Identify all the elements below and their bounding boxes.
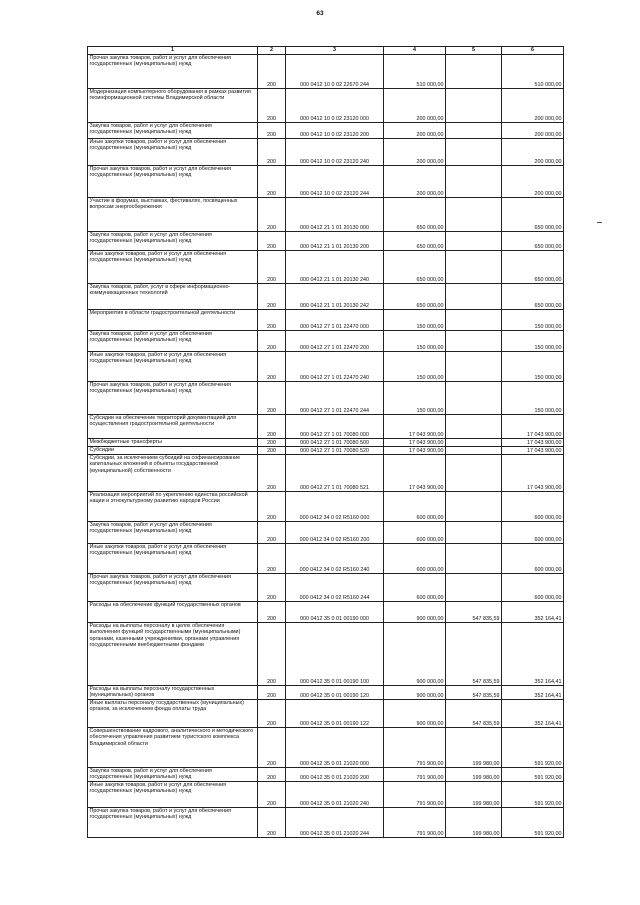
row-remaining-amount: 352 164,41 bbox=[502, 686, 564, 700]
table-row bbox=[88, 251, 564, 284]
row-plan-amount: 17 043 900,00 bbox=[384, 439, 446, 447]
row-executed-amount bbox=[446, 123, 502, 139]
row-grbs-code: 200 bbox=[258, 198, 286, 232]
row-plan-amount: 600 000,00 bbox=[384, 544, 446, 574]
table-row bbox=[88, 198, 564, 232]
table-row bbox=[88, 522, 564, 544]
row-grbs-code: 200 bbox=[258, 352, 286, 382]
row-grbs-code: 200 bbox=[258, 492, 286, 522]
row-executed-amount bbox=[446, 522, 502, 544]
table-row bbox=[88, 686, 564, 700]
row-remaining-amount: 591 920,00 bbox=[502, 808, 564, 838]
row-plan-amount: 600 000,00 bbox=[384, 492, 446, 522]
row-grbs-code: 200 bbox=[258, 602, 286, 623]
row-remaining-amount: 200 000,00 bbox=[502, 139, 564, 166]
row-name: Участие в форумах, выставках, фестивалях, посвященных вопросам энергосбережения bbox=[88, 198, 258, 232]
row-remaining-amount: 17 043 900,00 bbox=[502, 415, 564, 439]
row-grbs-code: 200 bbox=[258, 455, 286, 492]
row-name: Иные закупки товаров, работ и услуг для обеспечения государственных (муниципальных) нужд bbox=[88, 352, 258, 382]
row-grbs-code: 200 bbox=[258, 574, 286, 602]
row-grbs-code: 200 bbox=[258, 139, 286, 166]
row-executed-amount: 199 980,00 bbox=[446, 728, 502, 768]
row-plan-amount: 150 000,00 bbox=[384, 310, 446, 331]
row-grbs-code: 200 bbox=[258, 89, 286, 123]
row-remaining-amount: 17 043 900,00 bbox=[502, 455, 564, 492]
row-grbs-code: 200 bbox=[258, 284, 286, 310]
row-name: Межбюджетные трансферты bbox=[88, 439, 258, 447]
row-remaining-amount: 510 000,00 bbox=[502, 55, 564, 89]
row-name: Закупка товаров, работ и услуг для обеспечения государственных (муниципальных) нужд bbox=[88, 123, 258, 139]
row-name: Расходы на обеспечение функций государственных органов bbox=[88, 602, 258, 623]
row-grbs-code: 200 bbox=[258, 55, 286, 89]
column-number: 5 bbox=[446, 47, 502, 55]
row-name: Субсидии на обеспечение территорий документацией для осуществления градостроительной деятельности bbox=[88, 415, 258, 439]
row-name: Реализация мероприятий по укреплению единства российской нации и этнокультурному развитию народов России bbox=[88, 492, 258, 522]
row-remaining-amount: 352 164,41 bbox=[502, 623, 564, 686]
row-executed-amount bbox=[446, 352, 502, 382]
table-row bbox=[88, 574, 564, 602]
row-grbs-code: 200 bbox=[258, 808, 286, 838]
column-number: 1 bbox=[88, 47, 258, 55]
row-budget-code: 000 0412 27 1 01 22470 200 bbox=[286, 331, 384, 352]
row-plan-amount: 150 000,00 bbox=[384, 331, 446, 352]
row-grbs-code: 200 bbox=[258, 768, 286, 782]
row-remaining-amount: 591 920,00 bbox=[502, 768, 564, 782]
row-plan-amount: 791 900,00 bbox=[384, 728, 446, 768]
row-executed-amount: 547 835,59 bbox=[446, 623, 502, 686]
table-row bbox=[88, 728, 564, 768]
table-row bbox=[88, 331, 564, 352]
table-row bbox=[88, 455, 564, 492]
row-name: Иные закупки товаров, работ и услуг для обеспечения государственных (муниципальных) нужд bbox=[88, 544, 258, 574]
table-row bbox=[88, 352, 564, 382]
row-remaining-amount: 150 000,00 bbox=[502, 352, 564, 382]
row-grbs-code: 200 bbox=[258, 700, 286, 728]
table-row bbox=[88, 139, 564, 166]
row-budget-code: 000 0412 21 1 01 20130 000 bbox=[286, 198, 384, 232]
row-remaining-amount: 650 000,00 bbox=[502, 284, 564, 310]
row-plan-amount: 200 000,00 bbox=[384, 89, 446, 123]
row-remaining-amount: 352 164,41 bbox=[502, 700, 564, 728]
row-name: Совершенствование кадрового, аналитического и методического обеспечения управления развитием туристского комплекса Владимирской области bbox=[88, 728, 258, 768]
row-name: Закупка товаров, работ, услуг в сфере информационно-коммуникационных технологий bbox=[88, 284, 258, 310]
row-plan-amount: 650 000,00 bbox=[384, 232, 446, 251]
row-budget-code: 000 0412 27 1 01 22470 240 bbox=[286, 352, 384, 382]
table-row bbox=[88, 55, 564, 89]
row-name: Закупка товаров, работ и услуг для обеспечения государственных (муниципальных) нужд bbox=[88, 331, 258, 352]
row-remaining-amount: 17 043 900,00 bbox=[502, 447, 564, 455]
row-budget-code: 000 0412 35 0 01 00190 000 bbox=[286, 602, 384, 623]
column-number: 4 bbox=[384, 47, 446, 55]
row-remaining-amount: 650 000,00 bbox=[502, 232, 564, 251]
row-name: Прочая закупка товаров, работ и услуг для обеспечения государственных (муниципальных) нужд bbox=[88, 166, 258, 198]
row-executed-amount bbox=[446, 284, 502, 310]
row-executed-amount bbox=[446, 166, 502, 198]
row-plan-amount: 791 900,00 bbox=[384, 782, 446, 808]
row-budget-code: 000 0412 34 0 02 R5160 240 bbox=[286, 544, 384, 574]
row-budget-code: 000 0412 34 0 02 R5160 200 bbox=[286, 522, 384, 544]
row-name: Расходы на выплаты персоналу в целях обеспечения выполнения функций государственными (муниципальными) органами, казенными учреждениями, органами управления государственными внебюджетными фондами bbox=[88, 623, 258, 686]
table-row bbox=[88, 768, 564, 782]
scan-mark bbox=[597, 222, 602, 223]
row-name: Субсидии bbox=[88, 447, 258, 455]
row-plan-amount: 200 000,00 bbox=[384, 166, 446, 198]
row-remaining-amount: 600 000,00 bbox=[502, 522, 564, 544]
row-remaining-amount: 650 000,00 bbox=[502, 198, 564, 232]
row-name: Расходы на выплаты персоналу государственных (муниципальных) органов bbox=[88, 686, 258, 700]
row-budget-code: 000 0412 35 0 01 21020 000 bbox=[286, 728, 384, 768]
row-grbs-code: 200 bbox=[258, 686, 286, 700]
row-plan-amount: 900 000,00 bbox=[384, 700, 446, 728]
row-executed-amount: 547 835,59 bbox=[446, 686, 502, 700]
row-grbs-code: 200 bbox=[258, 123, 286, 139]
row-grbs-code: 200 bbox=[258, 439, 286, 447]
row-budget-code: 000 0412 35 0 01 00190 100 bbox=[286, 623, 384, 686]
table-row bbox=[88, 166, 564, 198]
table-row bbox=[88, 382, 564, 415]
row-budget-code: 000 0412 10 0 02 22670 244 bbox=[286, 55, 384, 89]
row-remaining-amount: 200 000,00 bbox=[502, 123, 564, 139]
row-budget-code: 000 0412 34 0 02 R5160 000 bbox=[286, 492, 384, 522]
row-name: Прочая закупка товаров, работ и услуг для обеспечения государственных (муниципальных) нужд bbox=[88, 382, 258, 415]
row-budget-code: 000 0412 21 1 01 20130 240 bbox=[286, 251, 384, 284]
row-name: Иные выплаты персоналу государственных (муниципальных) органов, за исключением фонда оплаты труда bbox=[88, 700, 258, 728]
table-row bbox=[88, 415, 564, 439]
row-grbs-code: 200 bbox=[258, 728, 286, 768]
row-executed-amount bbox=[446, 544, 502, 574]
row-grbs-code: 200 bbox=[258, 623, 286, 686]
row-grbs-code: 200 bbox=[258, 544, 286, 574]
table-row bbox=[88, 439, 564, 447]
row-plan-amount: 510 000,00 bbox=[384, 55, 446, 89]
row-executed-amount bbox=[446, 415, 502, 439]
row-executed-amount bbox=[446, 198, 502, 232]
row-executed-amount bbox=[446, 55, 502, 89]
row-remaining-amount: 600 000,00 bbox=[502, 544, 564, 574]
row-executed-amount bbox=[446, 89, 502, 123]
row-grbs-code: 200 bbox=[258, 331, 286, 352]
row-name: Иные закупки товаров, работ и услуг для обеспечения государственных (муниципальных) нужд bbox=[88, 782, 258, 808]
page-number: 63 bbox=[316, 10, 324, 17]
row-name: Прочая закупка товаров, работ и услуг для обеспечения государственных (муниципальных) нужд bbox=[88, 55, 258, 89]
row-executed-amount bbox=[446, 310, 502, 331]
row-executed-amount bbox=[446, 439, 502, 447]
table-row bbox=[88, 602, 564, 623]
row-executed-amount bbox=[446, 139, 502, 166]
row-plan-amount: 600 000,00 bbox=[384, 522, 446, 544]
row-remaining-amount: 352 164,41 bbox=[502, 602, 564, 623]
row-remaining-amount: 600 000,00 bbox=[502, 574, 564, 602]
row-budget-code: 000 0412 10 0 02 23120 244 bbox=[286, 166, 384, 198]
row-budget-code: 000 0412 27 1 01 22470 244 bbox=[286, 382, 384, 415]
row-budget-code: 000 0412 21 1 01 20130 242 bbox=[286, 284, 384, 310]
row-remaining-amount: 150 000,00 bbox=[502, 310, 564, 331]
row-name: Прочая закупка товаров, работ и услуг для обеспечения государственных (муниципальных) нужд bbox=[88, 574, 258, 602]
row-budget-code: 000 0412 27 1 01 70080 520 bbox=[286, 447, 384, 455]
row-executed-amount bbox=[446, 447, 502, 455]
row-plan-amount: 900 000,00 bbox=[384, 602, 446, 623]
row-remaining-amount: 591 920,00 bbox=[502, 728, 564, 768]
row-budget-code: 000 0412 27 1 01 70080 521 bbox=[286, 455, 384, 492]
row-executed-amount bbox=[446, 455, 502, 492]
row-executed-amount: 547 835,59 bbox=[446, 602, 502, 623]
row-name: Модернизация компьютерного оборудования в рамках развития геоинформационной системы Владимирской области bbox=[88, 89, 258, 123]
column-number-row bbox=[88, 47, 564, 55]
row-name: Субсидии, за исключением субсидий на софинансирование капитальных вложений в объекты государственной (муниципальной) собственности bbox=[88, 455, 258, 492]
row-executed-amount bbox=[446, 382, 502, 415]
row-name: Мероприятия в области градостроительной деятельности bbox=[88, 310, 258, 331]
row-budget-code: 000 0412 35 0 01 00190 122 bbox=[286, 700, 384, 728]
row-plan-amount: 17 043 900,00 bbox=[384, 455, 446, 492]
row-executed-amount bbox=[446, 331, 502, 352]
row-executed-amount: 199 980,00 bbox=[446, 782, 502, 808]
row-remaining-amount: 650 000,00 bbox=[502, 251, 564, 284]
row-executed-amount bbox=[446, 232, 502, 251]
row-plan-amount: 150 000,00 bbox=[384, 382, 446, 415]
row-plan-amount: 650 000,00 bbox=[384, 198, 446, 232]
table-row bbox=[88, 544, 564, 574]
row-budget-code: 000 0412 35 0 01 21020 240 bbox=[286, 782, 384, 808]
table-row bbox=[88, 447, 564, 455]
row-name: Закупка товаров, работ и услуг для обеспечения государственных (муниципальных) нужд bbox=[88, 522, 258, 544]
row-executed-amount bbox=[446, 251, 502, 284]
row-plan-amount: 200 000,00 bbox=[384, 123, 446, 139]
row-grbs-code: 200 bbox=[258, 232, 286, 251]
row-name: Иные закупки товаров, работ и услуг для обеспечения государственных (муниципальных) нужд bbox=[88, 251, 258, 284]
row-plan-amount: 600 000,00 bbox=[384, 574, 446, 602]
row-grbs-code: 200 bbox=[258, 166, 286, 198]
row-budget-code: 000 0412 27 1 01 22470 000 bbox=[286, 310, 384, 331]
row-plan-amount: 791 900,00 bbox=[384, 768, 446, 782]
row-grbs-code: 200 bbox=[258, 522, 286, 544]
row-budget-code: 000 0412 35 0 01 00190 120 bbox=[286, 686, 384, 700]
table-row bbox=[88, 492, 564, 522]
row-plan-amount: 200 000,00 bbox=[384, 139, 446, 166]
table-row bbox=[88, 89, 564, 123]
row-budget-code: 000 0412 27 1 01 70080 500 bbox=[286, 439, 384, 447]
row-grbs-code: 200 bbox=[258, 782, 286, 808]
row-executed-amount bbox=[446, 574, 502, 602]
row-plan-amount: 900 000,00 bbox=[384, 686, 446, 700]
table-row bbox=[88, 808, 564, 838]
table-row bbox=[88, 232, 564, 251]
row-budget-code: 000 0412 27 1 01 70080 000 bbox=[286, 415, 384, 439]
row-grbs-code: 200 bbox=[258, 447, 286, 455]
row-plan-amount: 150 000,00 bbox=[384, 352, 446, 382]
row-plan-amount: 900 000,00 bbox=[384, 623, 446, 686]
row-executed-amount: 547 835,59 bbox=[446, 700, 502, 728]
table-row bbox=[88, 700, 564, 728]
row-budget-code: 000 0412 34 0 02 R5160 244 bbox=[286, 574, 384, 602]
table-row bbox=[88, 782, 564, 808]
row-budget-code: 000 0412 35 0 01 21020 200 bbox=[286, 768, 384, 782]
row-budget-code: 000 0412 21 1 01 20130 200 bbox=[286, 232, 384, 251]
row-budget-code: 000 0412 35 0 01 21020 244 bbox=[286, 808, 384, 838]
row-budget-code: 000 0412 10 0 02 23120 000 bbox=[286, 89, 384, 123]
row-plan-amount: 791 900,00 bbox=[384, 808, 446, 838]
row-name: Закупка товаров, работ и услуг для обеспечения государственных (муниципальных) нужд bbox=[88, 232, 258, 251]
row-remaining-amount: 200 000,00 bbox=[502, 89, 564, 123]
table-body bbox=[88, 55, 564, 838]
row-name: Иные закупки товаров, работ и услуг для обеспечения государственных (муниципальных) нужд bbox=[88, 139, 258, 166]
column-number: 2 bbox=[258, 47, 286, 55]
row-remaining-amount: 150 000,00 bbox=[502, 382, 564, 415]
table-row bbox=[88, 310, 564, 331]
row-grbs-code: 200 bbox=[258, 251, 286, 284]
row-plan-amount: 17 043 900,00 bbox=[384, 415, 446, 439]
row-plan-amount: 650 000,00 bbox=[384, 284, 446, 310]
row-grbs-code: 200 bbox=[258, 382, 286, 415]
row-remaining-amount: 150 000,00 bbox=[502, 331, 564, 352]
row-remaining-amount: 591 920,00 bbox=[502, 782, 564, 808]
row-grbs-code: 200 bbox=[258, 310, 286, 331]
row-budget-code: 000 0412 10 0 02 23120 200 bbox=[286, 123, 384, 139]
table-row bbox=[88, 123, 564, 139]
table-row bbox=[88, 284, 564, 310]
row-plan-amount: 17 043 900,00 bbox=[384, 447, 446, 455]
table-row bbox=[88, 623, 564, 686]
row-executed-amount: 199 980,00 bbox=[446, 768, 502, 782]
row-executed-amount bbox=[446, 492, 502, 522]
row-remaining-amount: 200 000,00 bbox=[502, 166, 564, 198]
row-name: Прочая закупка товаров, работ и услуг для обеспечения государственных (муниципальных) нужд bbox=[88, 808, 258, 838]
budget-table bbox=[87, 46, 564, 838]
row-remaining-amount: 17 043 900,00 bbox=[502, 439, 564, 447]
row-budget-code: 000 0412 10 0 02 23120 240 bbox=[286, 139, 384, 166]
column-number: 6 bbox=[502, 47, 564, 55]
row-plan-amount: 650 000,00 bbox=[384, 251, 446, 284]
row-name: Закупка товаров, работ и услуг для обеспечения государственных (муниципальных) нужд bbox=[88, 768, 258, 782]
row-remaining-amount: 600 000,00 bbox=[502, 492, 564, 522]
row-grbs-code: 200 bbox=[258, 415, 286, 439]
row-executed-amount: 199 980,00 bbox=[446, 808, 502, 838]
column-number: 3 bbox=[286, 47, 384, 55]
